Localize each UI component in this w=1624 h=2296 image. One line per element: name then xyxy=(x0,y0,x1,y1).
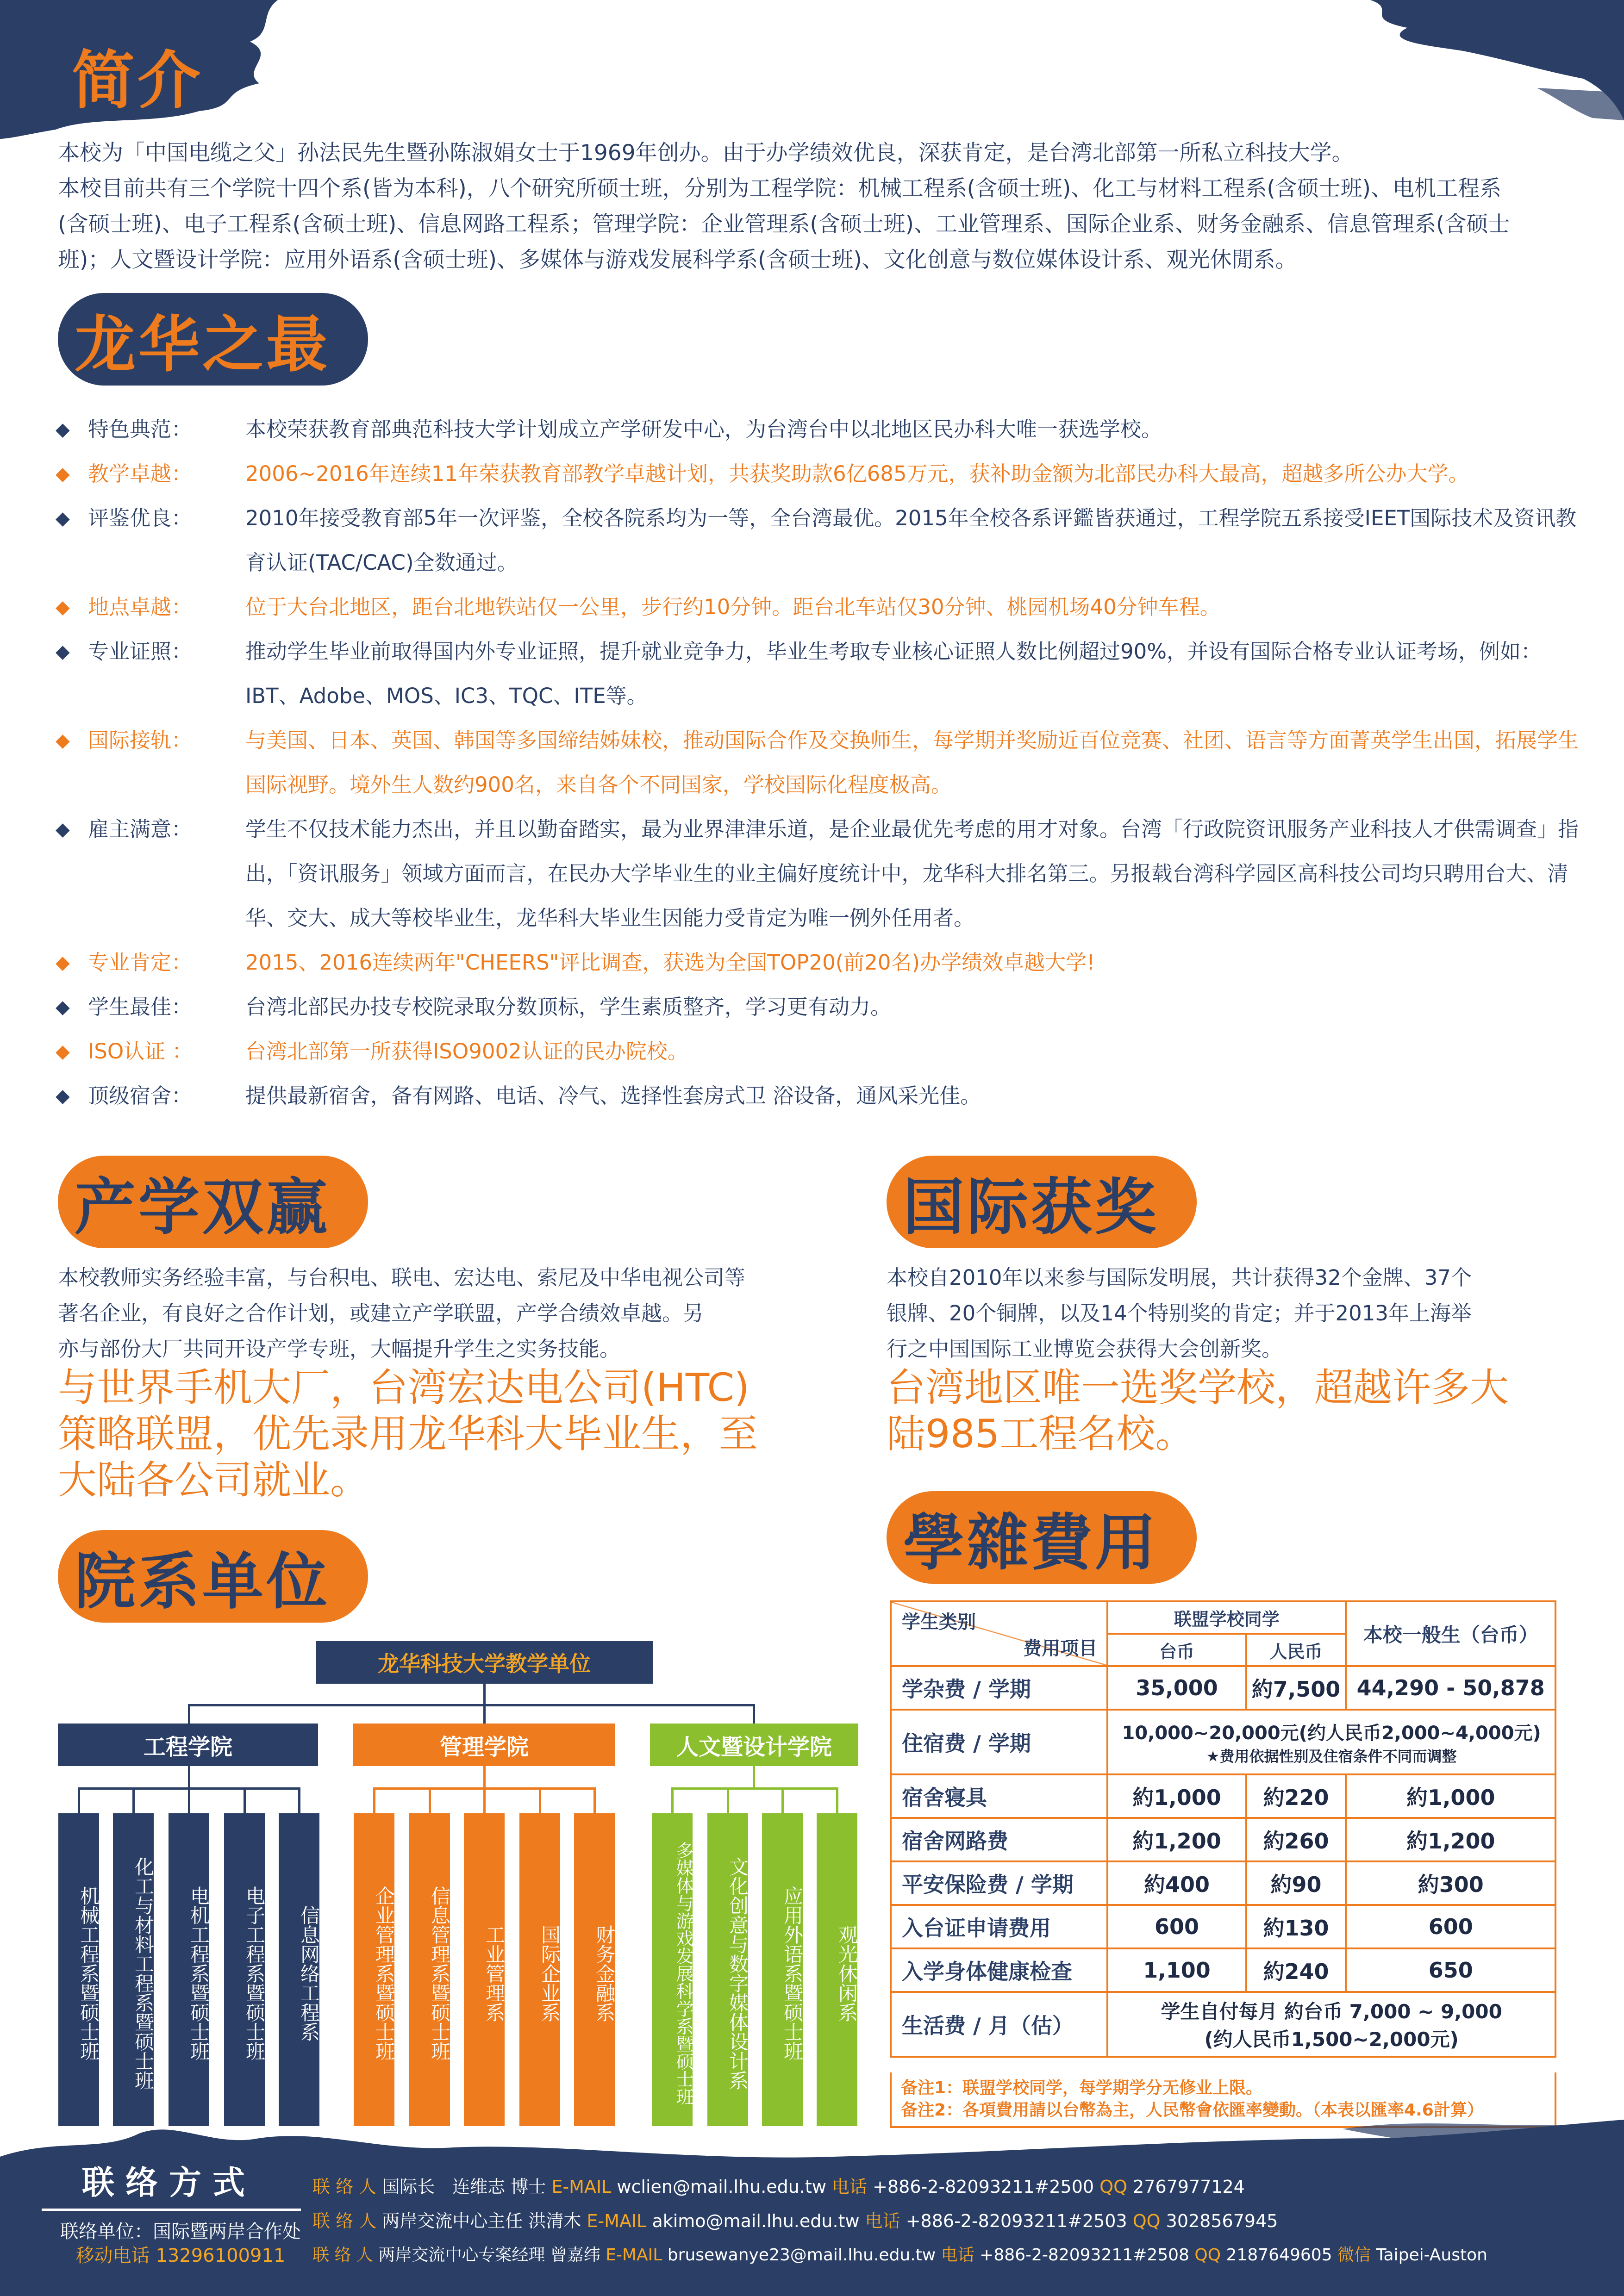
phone-number: +886-2-82093211#2508 xyxy=(980,2246,1189,2265)
org-connector xyxy=(671,1787,838,1790)
diamond-icon: ◆ xyxy=(56,1041,70,1062)
org-connector xyxy=(539,1787,541,1813)
college-humanities-design: 人文暨设计学院 xyxy=(650,1724,858,1766)
org-connector xyxy=(483,1766,486,1787)
intro-line: (含硕士班)、电子工程系(含硕士班)、信息网路工程系；管理学院：企业管理系(含硕士班)、工业管理系、国际企业系、财务金融系、信息管理系(含硕士 xyxy=(58,212,1510,237)
fee-header-twd: 台币 xyxy=(1107,1634,1246,1666)
org-connector xyxy=(836,1787,838,1813)
org-connector xyxy=(188,1766,190,1787)
diamond-icon: ◆ xyxy=(56,508,70,529)
highlight-item: ◆ 顶级宿舍： 提供最新宿舍，备有网路、电话、冷气、选择性套房式卫 浴设备，通风采光佳。 xyxy=(56,1074,1583,1118)
diamond-icon: ◆ xyxy=(56,819,70,840)
highlight-item: ◆ 特色典范： 本校荣获教育部典范科技大学计划成立产学研发中心，为台湾台中以北地区民办科大唯一获选学校。 xyxy=(56,407,1583,452)
fee-header-alliance: 联盟学校同学 xyxy=(1107,1601,1346,1634)
qq-number: 2767977124 xyxy=(1133,2177,1245,2197)
org-connector xyxy=(727,1787,729,1813)
diamond-icon: ◆ xyxy=(56,597,70,618)
dept-box: 文化创意与数字媒体设计系 xyxy=(707,1813,748,2126)
org-connector xyxy=(753,1704,755,1724)
departments-heading xyxy=(58,1530,368,1623)
highlights-heading xyxy=(58,293,368,386)
dept-box: 国际企业系 xyxy=(519,1813,560,2126)
email-link[interactable]: brusewanye23@mail.lhu.edu.tw xyxy=(667,2246,936,2265)
fee-row: 住宿费 / 学期 10,000~20,000元(约人民币2,000~4,000元) ★费用依据性别及住宿条件不同而调整 xyxy=(891,1710,1555,1774)
fee-row: 宿舍网路费 約1,200 約260 約1,200 xyxy=(891,1818,1555,1861)
intro-heading-text: 简介 xyxy=(72,44,203,118)
phone-number: +886-2-82093211#2500 xyxy=(873,2177,1094,2197)
fee-row: 入台证申请费用 600 約130 600 xyxy=(891,1905,1555,1948)
org-connector xyxy=(753,1766,755,1787)
dept-box: 电子工程系暨硕士班 xyxy=(224,1813,265,2126)
highlight-item: ◆ 专业肯定： 2015、2016连续两年"CHEERS"评比调查，获选为全国TOP20(前20名)办学绩效卓越大学! xyxy=(56,940,1583,985)
industry-heading xyxy=(58,1156,368,1248)
highlight-item: ◆ ISO认证 ： 台湾北部第一所获得ISO9002认证的民办院校。 xyxy=(56,1029,1583,1074)
org-connector xyxy=(188,1704,190,1724)
dept-box: 电机工程系暨硕士班 xyxy=(169,1813,209,2126)
contact-org: 联络单位：国际暨两岸合作处 xyxy=(60,2221,301,2242)
highlights-list xyxy=(56,407,1583,1118)
departments-heading-text: 院系单位 xyxy=(75,1546,330,1618)
intro-line: 本校目前共有三个学院十四个系(皆为本科)，八个研究所硕士班，分别为工程学院：机械工程系(含硕士班)、化工与材料工程系(含硕士班)、电机工程系 xyxy=(58,176,1502,201)
dept-box: 观光休闲系 xyxy=(817,1813,857,2126)
dept-box: 机械工程系暨硕士班 xyxy=(58,1813,99,2126)
org-root-unit: 龙华科技大学教学单位 xyxy=(316,1641,653,1684)
highlight-item: ◆ 专业证照： 推动学生毕业前取得国内外专业证照，提升就业竞争力，毕业生考取专业核心证照人数比例超过90%，并设有国际合格专业认证考场，例如：IBT、Adobe、MOS、IC3、TQC、ITE等。 xyxy=(56,629,1583,718)
fees-heading-text: 學雜費用 xyxy=(903,1507,1159,1579)
industry-paragraph: 本校教师实务经验丰富，与台积电、联电、宏达电、索尼及中华电视公司等 著名企业，有良好之合作计划，或建立产学联盟，产学合绩效卓越。另 亦与部份大厂共同开设产学专班，大幅提升学生之实务技能。 xyxy=(58,1265,746,1361)
qq-number: 3028567945 xyxy=(1166,2211,1278,2231)
org-connector xyxy=(593,1787,596,1813)
contact-divider xyxy=(42,2209,301,2211)
org-connector xyxy=(483,1787,486,1813)
fee-row: 平安保险费 / 学期 約400 約90 約300 xyxy=(891,1861,1555,1905)
highlight-item: ◆ 教学卓越： 2006~2016年连续11年荣获教育部教学卓越计划，共获奖助款6亿685万元，获补助金额为北部民办科大最高，超越多所公办大学。 xyxy=(56,452,1583,496)
highlight-item: ◆ 地点卓越： 位于大台北地区，距台北地铁站仅一公里，步行约10分钟。距台北车站仅30分钟、桃园机场40分钟车程。 xyxy=(56,585,1583,629)
org-connector xyxy=(429,1787,431,1813)
dept-box: 企业管理系暨硕士班 xyxy=(354,1813,394,2126)
org-connector xyxy=(483,1684,486,1705)
intro-heading xyxy=(44,29,238,121)
fee-notes: 备注1：联盟学校同学，每学期学分无修业上限。 备注2：各項費用請以台幣為主，人民幣會依匯率變動。（本表以匯率4.6計算） xyxy=(890,2072,1556,2128)
dept-box: 应用外语系暨硕士班 xyxy=(762,1813,803,2126)
diamond-icon: ◆ xyxy=(56,1085,70,1107)
dept-box: 工业管理系 xyxy=(464,1813,505,2126)
org-connector xyxy=(188,1704,755,1706)
fee-header-rmb: 人民币 xyxy=(1246,1634,1346,1666)
contact-title: 联络方式 xyxy=(82,2164,256,2202)
diamond-icon: ◆ xyxy=(56,463,70,485)
fee-header-local: 本校一般生（台币） xyxy=(1346,1601,1555,1666)
intro-line: 班)；人文暨设计学院：应用外语系(含硕士班)、多媒体与游戏发展科学系(含硕士班)、文化创意与数位媒体设计系、观光休閒系。 xyxy=(58,247,1297,273)
org-connector xyxy=(781,1787,784,1813)
org-connector xyxy=(483,1704,486,1724)
dept-box: 多媒体与游戏发展科学系暨硕士班 xyxy=(652,1813,693,2126)
contact-mobile: 移动电话 13296100911 xyxy=(75,2245,286,2266)
fee-housing-cell: 10,000~20,000元(约人民币2,000~4,000元) ★费用依据性别及住宿条件不同而调整 xyxy=(1107,1710,1555,1774)
email-link[interactable]: wclien@mail.lhu.edu.tw xyxy=(617,2177,826,2197)
qq-number: 2187649605 xyxy=(1226,2246,1332,2265)
fees-heading xyxy=(887,1491,1197,1584)
fee-row: 生活费 / 月（估） 学生自付每月 約台币 7,000 ~ 9,000 (约人民币1,500~2,000元) xyxy=(891,1992,1555,2057)
top-right-brush-stroke xyxy=(1343,0,1624,120)
highlight-item: ◆ 国际接轨： 与美国、日本、英国、韩国等多国缔结姊妹校，推动国际合作及交换师生，每学期并奖励近百位竞赛、社团、语言等方面菁英学生出国，拓展学生国际视野。境外生人数约900名，来自各个不同国家，学校国际化程度极高。 xyxy=(56,718,1583,807)
fee-row: 入学身体健康检查 1,100 約240 650 xyxy=(891,1948,1555,1992)
intro-paragraph xyxy=(58,135,1567,278)
org-connector xyxy=(244,1787,246,1813)
highlight-item: ◆ 雇主满意： 学生不仅技术能力杰出，并且以勤奋踏实，最为业界津津乐道，是企业最优先考虑的用才对象。台湾「行政院资讯服务产业科技人才供需调查」指出，「资讯服务」领域方面而言，在民办大学毕业生的业主偏好度统计中，龙华科大排名第三。另报载台湾科学园区高科技公司均只聘用台大、清华、交大、成大等校毕业生，龙华科大毕业生因能力受肯定为唯一例外任用者。 xyxy=(56,807,1583,940)
contact-line: 联 络 人 两岸交流中心主任 洪清木 E-MAIL akimo@mail.lhu.edu.tw 电话 +886-2-82093211#2503 QQ 3028567945 xyxy=(312,2211,1278,2231)
college-management: 管理学院 xyxy=(353,1724,615,1766)
diamond-icon: ◆ xyxy=(56,419,70,440)
contact-line: 联 络 人 两岸交流中心专案经理 曾嘉纬 E-MAIL brusewanye23@mail.lhu.edu.tw 电话 +886-2-82093211#2508 QQ 2187649605 微信 Taipei-Auston xyxy=(312,2246,1487,2265)
highlight-item: ◆ 学生最佳： 台湾北部民办技专校院录取分数顶标，学生素质整齐，学习更有动力。 xyxy=(56,985,1583,1029)
diamond-icon: ◆ xyxy=(56,996,70,1018)
contact-line: 联 络 人 国际长 连维志 博士 E-MAIL wclien@mail.lhu.edu.tw 电话 +886-2-82093211#2500 QQ 2767977124 xyxy=(312,2177,1245,2197)
contact-list xyxy=(312,2170,1609,2272)
diamond-icon: ◆ xyxy=(56,641,70,662)
industry-highlight: 与世界手机大厂，台湾宏达电公司(HTC) 策略联盟，优先录用龙华科大毕业生，至 大陆各公司就业。 xyxy=(58,1365,758,1503)
org-connector xyxy=(188,1787,190,1813)
fee-header-corner: 学生类别 费用项目 xyxy=(891,1601,1107,1666)
diamond-icon: ◆ xyxy=(56,730,70,751)
org-connector xyxy=(671,1787,674,1813)
org-connector xyxy=(373,1787,375,1813)
org-connector xyxy=(132,1787,135,1813)
fee-row: 学杂费 / 学期 35,000 約7,500 44,290 - 50,878 xyxy=(891,1666,1555,1710)
dept-box: 信息管理系暨硕士班 xyxy=(409,1813,450,2126)
industry-heading-text: 产学双赢 xyxy=(75,1171,330,1243)
awards-heading-text: 国际获奖 xyxy=(903,1171,1159,1243)
intro-line: 本校为「中国电缆之父」孙法民先生暨孙陈淑娟女士于1969年创办。由于办学绩效优良，深获肯定，是台湾北部第一所私立科技大学。 xyxy=(58,140,1354,166)
highlights-heading-text: 龙华之最 xyxy=(75,309,330,380)
fee-table xyxy=(890,1600,1556,2058)
dept-box: 信息网络工程系 xyxy=(279,1813,319,2126)
awards-paragraph: 本校自2010年以来参与国际发明展，共计获得32个金牌、37个 银牌、20个铜牌，以及14个特别奖的肯定；并于2013年上海举 行之中国国际工业博览会获得大会创新奖。 xyxy=(887,1265,1472,1361)
college-engineering: 工程学院 xyxy=(58,1724,318,1766)
dept-box: 化工与材料工程系暨硕士班 xyxy=(113,1813,154,2126)
dept-box: 财务金融系 xyxy=(574,1813,615,2126)
phone-number: +886-2-82093211#2503 xyxy=(906,2211,1127,2231)
fee-row: 宿舍寝具 約1,000 約220 約1,000 xyxy=(891,1774,1555,1818)
diamond-icon: ◆ xyxy=(56,952,70,973)
highlight-item: ◆ 评鉴优良： 2010年接受教育部5年一次评鉴，全校各院系均为一等，全台湾最优。2015年全校各系评鑑皆获通过，工程学院五系接受IEET国际技术及资讯教育认证(TAC/CAC)全数通过。 xyxy=(56,496,1583,585)
org-connector xyxy=(78,1787,80,1813)
org-connector xyxy=(298,1787,300,1813)
awards-heading xyxy=(887,1156,1197,1248)
email-link[interactable]: akimo@mail.lhu.edu.tw xyxy=(652,2211,860,2231)
wechat-id: Taipei-Auston xyxy=(1376,2246,1487,2265)
awards-highlight: 台湾地区唯一选奖学校，超越许多大 陆985工程名校。 xyxy=(887,1365,1509,1456)
fee-living-cell: 学生自付每月 約台币 7,000 ~ 9,000 (约人民币1,500~2,000元) xyxy=(1107,1992,1555,2057)
